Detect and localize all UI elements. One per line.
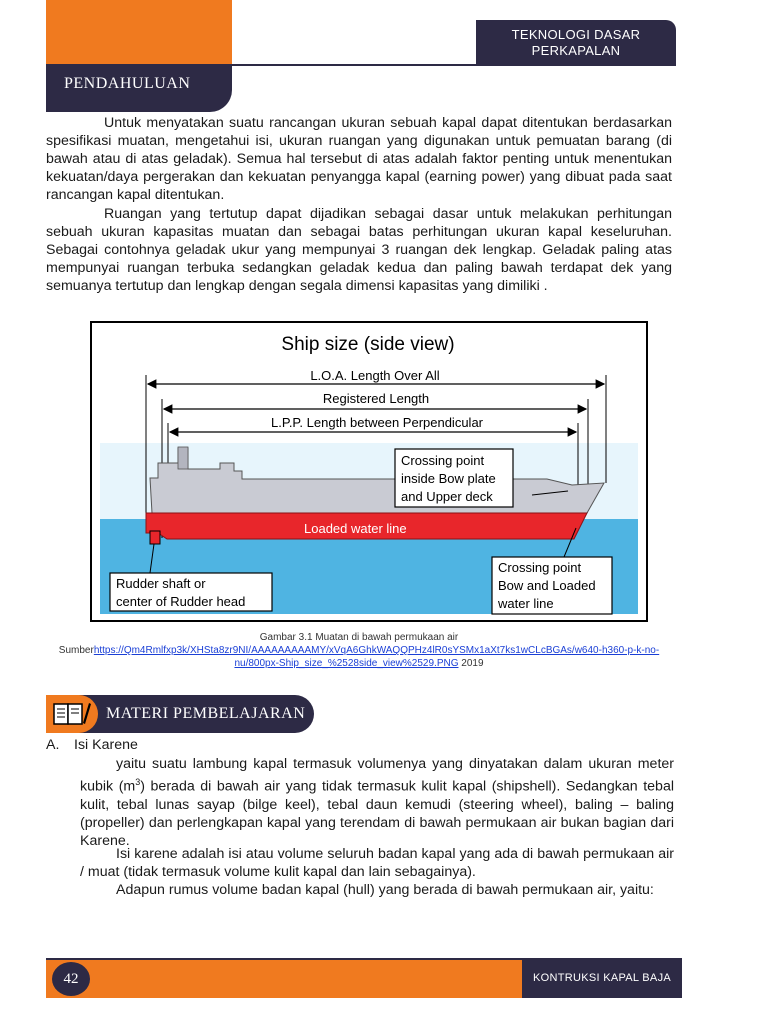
p1-post: ) berada di bawah air yang tidak termasuk kulit kapal (shipshell). Sedangkan tebal kulit, tebal lunas sayap (bilge keel), tebal daun kemudi (steering wheel), baling – baling (propeller) dan perlengkapan kapal yang terendam di bawah permukaan air bukan bagian dari Karene.: [80, 778, 674, 849]
rudder-callout-line1: Rudder shaft or: [116, 576, 206, 591]
bow-callout-line1: Crossing point: [401, 453, 485, 468]
page-number: 42: [52, 962, 90, 996]
rudder: [150, 531, 160, 544]
bow-callout-line3: and Upper deck: [401, 489, 493, 504]
bow-callout-line2: inside Bow plate: [401, 471, 496, 486]
ship-size-figure: [90, 321, 648, 622]
header-title-line2: PERKAPALAN: [531, 43, 621, 58]
subsection-marker: A.: [46, 737, 60, 753]
footer-book-label: KONTRUKSI KAPAL BAJA: [522, 960, 682, 998]
source-year: 2019: [458, 657, 484, 669]
stem-callout-line3: water line: [498, 596, 554, 611]
header-title-line1: TEKNOLOGI DASAR: [511, 27, 641, 42]
loa-label: L.O.A. Length Over All: [310, 368, 440, 383]
source-prefix: Sumber: [58, 645, 94, 656]
p1-sup: 3: [135, 777, 141, 787]
section-a-paragraph-1: [80, 755, 674, 850]
subsection-heading: [46, 737, 138, 753]
ship-diagram: [92, 323, 646, 620]
ship-funnel: [178, 447, 188, 469]
section-a-paragraph-2: Isi karene adalah isi atau volume seluruh badan kapal yang ada di bawah permukaan air / muat (tidak termasuk volume kulit kapal dan lain sebagainya).: [80, 846, 674, 880]
figure-caption: Gambar 3.1 Muatan di bawah permukaan air: [259, 632, 459, 643]
section-a-paragraph-3: Adapun rumus volume badan kapal (hull) yang berada di bawah permukaan air, yaitu:: [116, 882, 654, 898]
registered-label: Registered Length: [322, 391, 430, 406]
waterline-label: Loaded water line: [304, 521, 407, 536]
source-link[interactable]: https://Qm4Rmlfxp3k/XHSta8zr9NI/AAAAAAAAAMY/xVqA6GhkWAQQPHz4lR0sYSMx1aXt7ks1wCLcBGAs/w640-h360-p-k-no-nu/800px-Ship_size_%2528side_view%2529.PNG: [93, 645, 660, 669]
p1-pre: yaitu suatu lambung kapal termasuk volumenya yang dinyatakan dalam ukuran meter kubik (m: [80, 756, 674, 795]
intro-paragraph-1: Untuk menyatakan suatu rancangan ukuran sebuah kapal dapat ditentukan berdasarkan spesifikasi muatan, mengetahui isi, ukuran ruangan yang digunakan untuk pemuatan barang (di bawah atau di atas geladak). Semua hal tersebut di atas adalah faktor penting untuk menentukan kekuatan/daya pergerakan dan kekuatan penyangga kapal (earning power) yang dibuat pada saat rancangan kapal ditentukan.: [46, 115, 672, 204]
materi-title: MATERI PEMBELAJARAN: [106, 705, 306, 722]
lpp-label: L.P.P. Length between Perpendicular: [270, 415, 484, 430]
stem-callout-line1: Crossing point: [498, 560, 582, 575]
book-pencil-icon: [46, 695, 98, 733]
figure-source: [46, 645, 672, 670]
rudder-callout-line2: center of Rudder head: [116, 594, 246, 609]
figure-title: Ship size (side view): [281, 334, 455, 355]
materi-section-tab: [46, 695, 314, 733]
subsection-title: Isi Karene: [74, 737, 138, 753]
header-book-title: [476, 20, 676, 66]
stem-callout-line2: Bow and Loaded: [498, 578, 596, 593]
section-title: PENDAHULUAN: [46, 66, 232, 112]
header-orange-block: [46, 0, 232, 64]
intro-paragraph-2: Ruangan yang tertutup dapat dijadikan sebagai dasar untuk melakukan perhitungan sebuah ukuran kapasitas muatan dan sebagai batas perhitungan ukuran kapal keseluruhan. Sebagai contohnya geladak ukur yang mempunyai 3 ruangan dek lengkap. Geladak paling atas mempunyai ruangan terbuka sedangkan geladak kedua dan paling bawah terdapat dek yang semuanya tertutup dan lengkap dengan segala dimensi kapasitas yang dimiliki .: [46, 206, 672, 295]
